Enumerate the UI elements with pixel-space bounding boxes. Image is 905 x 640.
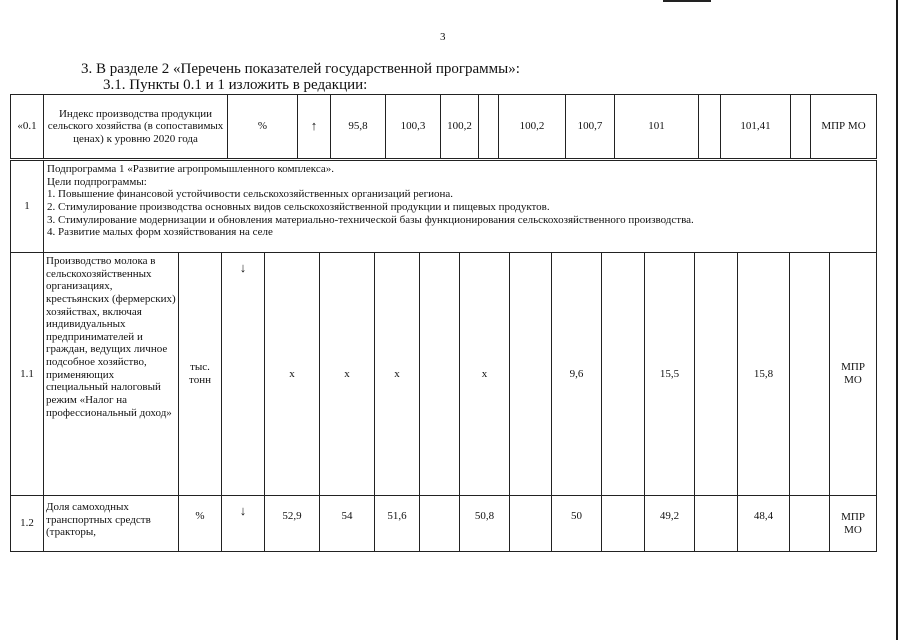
row-number: 1.1 bbox=[11, 253, 44, 496]
subprogram-description bbox=[44, 161, 877, 253]
value-cell bbox=[790, 496, 830, 552]
value-cell: x bbox=[460, 253, 510, 496]
row-number: 1.2 bbox=[11, 496, 44, 552]
value-cell bbox=[510, 253, 552, 496]
value-cell: 100,7 bbox=[566, 95, 615, 159]
row-number: «0.1 bbox=[11, 95, 44, 159]
top-edge-mark bbox=[663, 0, 711, 2]
indicator-name: Производство молока в сельскохозяйственных организациях, крестьянских (фермерских) хозяйствах, включая индивидуальных предпринимателей и граждан, ведущих личное подсобное хозяйство, применяющих специальный налоговый режим «Налог на профессиональный доход» bbox=[44, 253, 179, 496]
value-cell bbox=[790, 253, 830, 496]
value-cell: 15,8 bbox=[738, 253, 790, 496]
responsible-cell: МПР МО bbox=[811, 95, 877, 159]
row-number: 1 bbox=[11, 161, 44, 253]
subprogram-row bbox=[11, 161, 877, 253]
value-cell bbox=[695, 496, 738, 552]
table-row bbox=[11, 496, 877, 552]
table-row bbox=[11, 95, 877, 159]
indicator-table-row-01 bbox=[10, 94, 877, 159]
value-cell: 101,41 bbox=[721, 95, 791, 159]
subprogram-title: Подпрограмма 1 «Развитие агропромышленного комплекса». bbox=[47, 163, 335, 175]
value-cell: 49,2 bbox=[645, 496, 695, 552]
subprogram-goal: 2. Стимулирование производства основных видов сельскохозяйственной продукции и пищевых продуктов. bbox=[47, 200, 550, 213]
value-cell bbox=[791, 95, 811, 159]
value-cell: 50 bbox=[552, 496, 602, 552]
value-cell bbox=[510, 496, 552, 552]
value-cell: 100,3 bbox=[386, 95, 441, 159]
indicator-name: Индекс производства продукции сельского хозяйства (в сопоставимых ценах) к уровню 2020 года bbox=[44, 95, 228, 159]
value-cell: 54 bbox=[320, 496, 375, 552]
value-cell: 95,8 bbox=[331, 95, 386, 159]
value-cell: 51,6 bbox=[375, 496, 420, 552]
value-cell: 100,2 bbox=[441, 95, 479, 159]
responsible-cell: МПР МО bbox=[830, 496, 877, 552]
value-cell: 52,9 bbox=[265, 496, 320, 552]
unit-cell: % bbox=[228, 95, 298, 159]
trend-arrow: ↓ bbox=[222, 253, 265, 496]
indicator-table-main bbox=[10, 160, 877, 552]
unit-cell: % bbox=[179, 496, 222, 552]
trend-arrow: ↓ bbox=[222, 496, 265, 552]
value-cell: x bbox=[320, 253, 375, 496]
subprogram-goal: 3. Стимулирование модернизации и обновления материально-технической базы функционирования сельскохозяйственного производства. bbox=[47, 213, 694, 226]
value-cell: 48,4 bbox=[738, 496, 790, 552]
subprogram-goals-label: Цели подпрограммы: bbox=[47, 175, 147, 188]
scan-edge-line bbox=[896, 0, 898, 640]
subsection-heading: 3.1. Пункты 0.1 и 1 изложить в редакции: bbox=[103, 77, 368, 93]
value-cell bbox=[420, 496, 460, 552]
value-cell bbox=[479, 95, 499, 159]
unit-cell: тыс. тонн bbox=[179, 253, 222, 496]
value-cell: 15,5 bbox=[645, 253, 695, 496]
value-cell: x bbox=[265, 253, 320, 496]
value-cell: 101 bbox=[615, 95, 699, 159]
value-cell bbox=[602, 253, 645, 496]
subprogram-goal: 1. Повышение финансовой устойчивости сельскохозяйственных организаций региона. bbox=[47, 188, 454, 201]
value-cell: 50,8 bbox=[460, 496, 510, 552]
value-cell bbox=[602, 496, 645, 552]
table-row bbox=[11, 253, 877, 496]
value-cell: x bbox=[375, 253, 420, 496]
subprogram-goal: 4. Развитие малых форм хозяйствования на селе bbox=[47, 226, 273, 239]
trend-arrow: ↑ bbox=[298, 95, 331, 159]
value-cell bbox=[420, 253, 460, 496]
value-cell bbox=[699, 95, 721, 159]
responsible-cell: МПР МО bbox=[830, 253, 877, 496]
page-number: 3 bbox=[440, 31, 446, 43]
value-cell: 9,6 bbox=[552, 253, 602, 496]
section-heading: 3. В разделе 2 «Перечень показателей государственной программы»: bbox=[81, 61, 520, 77]
value-cell: 100,2 bbox=[499, 95, 566, 159]
value-cell bbox=[695, 253, 738, 496]
indicator-name: Доля самоходных транспортных средств (тракторы, bbox=[44, 496, 179, 552]
